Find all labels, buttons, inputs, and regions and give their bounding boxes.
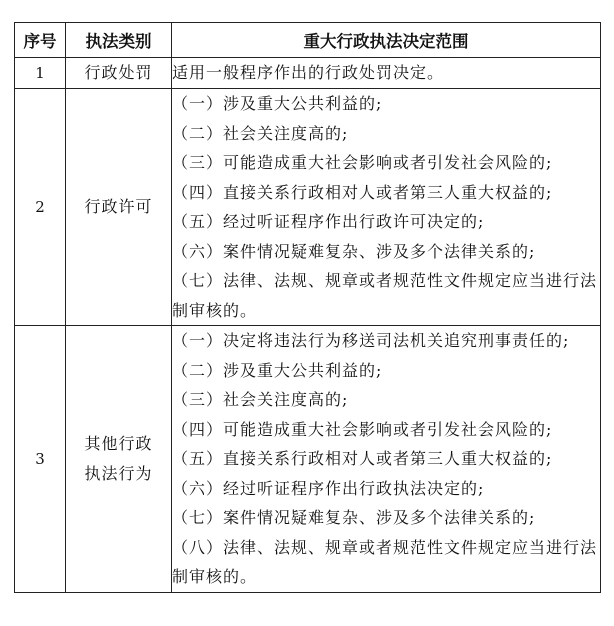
row-category: 行政处罚 bbox=[66, 58, 172, 89]
table-header-row bbox=[15, 23, 601, 58]
row-category: 行政许可 bbox=[66, 89, 172, 326]
scope-item: （三）可能造成重大社会影响或者引发社会风险的; bbox=[172, 153, 553, 172]
scope-item: （二）涉及重大公共利益的; bbox=[172, 360, 383, 380]
row-scope bbox=[172, 326, 601, 593]
scope-item: （六）经过听证程序作出行政执法决定的; bbox=[172, 478, 485, 498]
header-index: 序号 bbox=[15, 23, 66, 58]
enforcement-scope-table bbox=[14, 22, 601, 593]
category-line: 执法行为 bbox=[84, 463, 153, 483]
scope-item: （四）直接关系行政相对人或者第三人重大权益的; bbox=[172, 182, 553, 202]
category-line: 其他行政 bbox=[84, 433, 153, 453]
row-category bbox=[66, 326, 172, 593]
scope-item: （五）直接关系行政相对人或者第三人重大权益的; bbox=[172, 449, 553, 468]
scope-item: （一）决定将违法行为移送司法机关追究刑事责任的; bbox=[172, 331, 570, 350]
header-scope: 重大行政执法决定范围 bbox=[172, 23, 601, 58]
row-index: 2 bbox=[15, 89, 66, 326]
table-row bbox=[15, 326, 601, 593]
row-index: 3 bbox=[15, 326, 66, 593]
scope-item: （七）案件情况疑难复杂、涉及多个法律关系的; bbox=[172, 508, 536, 527]
scope-item: （三）社会关注度高的; bbox=[172, 390, 349, 409]
row-scope bbox=[172, 89, 601, 326]
scope-item: （四）可能造成重大社会影响或者引发社会风险的; bbox=[172, 419, 553, 439]
scope-item: （二）社会关注度高的; bbox=[172, 123, 349, 143]
table-row bbox=[15, 89, 601, 326]
row-scope bbox=[172, 58, 601, 89]
scope-item: 适用一般程序作出的行政处罚决定。 bbox=[172, 63, 445, 83]
scope-item: （六）案件情况疑难复杂、涉及多个法律关系的; bbox=[172, 241, 536, 261]
table-row bbox=[15, 58, 601, 89]
scope-item: （八）法律、法规、规章或者规范性文件规定应当进行法制审核的。 bbox=[172, 537, 598, 586]
scope-item: （七）法律、法规、规章或者规范性文件规定应当进行法制审核的。 bbox=[172, 271, 598, 320]
scope-item: （一）涉及重大公共利益的; bbox=[172, 94, 383, 113]
header-category: 执法类别 bbox=[66, 23, 172, 58]
scope-item: （五）经过听证程序作出行政许可决定的; bbox=[172, 212, 485, 231]
row-index: 1 bbox=[15, 58, 66, 89]
